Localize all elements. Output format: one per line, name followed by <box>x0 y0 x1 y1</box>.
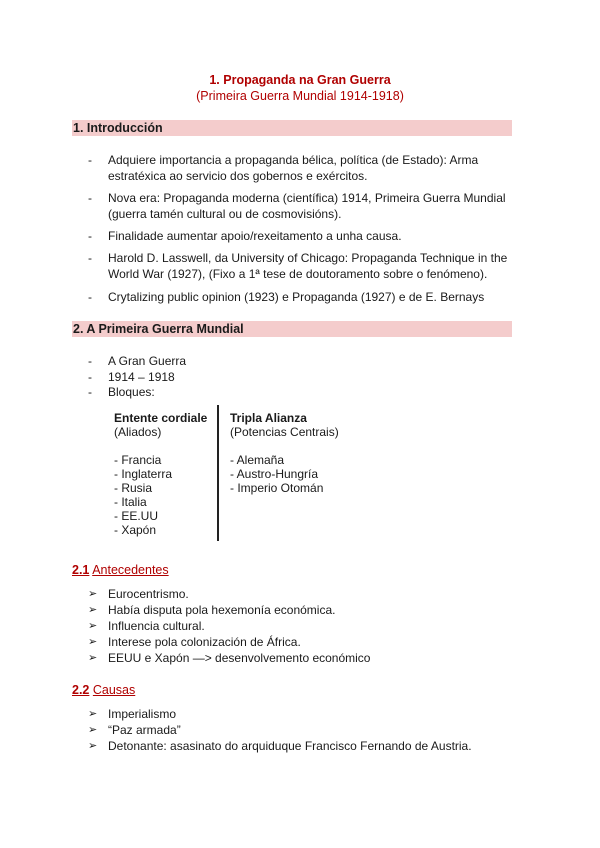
bloc-member: - Inglaterra <box>114 467 173 481</box>
bloc-member: - EE.UU <box>114 509 159 523</box>
document-title: 1. Propaganda na Gran Guerra <box>209 73 391 87</box>
list-item-text: Bloques: <box>108 385 155 399</box>
list-item-text: A Gran Guerra <box>108 354 187 368</box>
bloc-member: - Italia <box>114 495 147 509</box>
dash-bullet: - <box>88 354 92 368</box>
dash-bullet: - <box>88 290 92 304</box>
arrow-bullet-icon: ➢ <box>88 652 98 664</box>
arrow-bullet-icon: ➢ <box>88 740 98 752</box>
list-item-text: Influencia cultural. <box>108 619 205 633</box>
document-subtitle: (Primeira Guerra Mundial 1914-1918) <box>196 89 404 103</box>
subsection-heading-antecedentes <box>72 563 169 577</box>
arrow-bullet-icon: ➢ <box>88 708 98 720</box>
list-item-text: Había disputa pola hexemonía económica. <box>108 603 336 617</box>
bloc-divider <box>217 405 219 541</box>
bloc-alias: (Potencias Centrais) <box>230 425 339 439</box>
bloc-member: - Francia <box>114 453 162 467</box>
list-item-text: World War (1927), (Fixo a 1ª tese de doutoramento sobre o fenómeno). <box>108 266 488 281</box>
list-item-text: Finalidade aumentar apoio/rexeitamento a unha causa. <box>108 229 402 243</box>
dash-bullet: - <box>88 153 92 167</box>
list-item-text: Nova era: Propaganda moderna (científica) 1914, Primeira Guerra Mundial <box>108 191 506 205</box>
section-heading-introduccion: 1. Introducción <box>72 120 512 136</box>
bloc-member: - Xapón <box>114 523 157 537</box>
list-item-text: Interese pola colonización de África. <box>108 635 301 649</box>
arrow-bullet-icon: ➢ <box>88 620 98 632</box>
list-item-text: (guerra tamén cultural ou de cosmovisións). <box>108 206 342 221</box>
list-item-text: Crytalizing public opinion (1923) e Propaganda (1927) e de E. Bernays <box>108 290 485 304</box>
bloc-name: Entente cordiale <box>114 411 208 425</box>
bloc-member: - Rusia <box>114 481 153 495</box>
dash-bullet: - <box>88 370 92 384</box>
subsection-label: Antecedentes <box>92 563 169 577</box>
subsection-heading-causas <box>72 683 135 697</box>
bloc-member: - Alemaña <box>230 453 285 467</box>
list-item-text: estratéxica ao servicio dos gobernos e exércitos. <box>108 168 368 183</box>
arrow-bullet-icon: ➢ <box>88 588 98 600</box>
bloc-member: - Imperio Otomán <box>230 481 324 495</box>
subsection-label: Causas <box>92 683 136 697</box>
list-item-text: Adquiere importancia a propaganda bélica, política (de Estado): Arma <box>108 153 479 167</box>
list-item-text: 1914 – 1918 <box>108 370 175 384</box>
bloc-tripla-alianza <box>230 411 339 495</box>
subsection-number: 2.1 <box>72 563 90 577</box>
dash-bullet: - <box>88 385 92 399</box>
arrow-bullet-icon: ➢ <box>88 636 98 648</box>
dash-bullet: - <box>88 251 92 265</box>
list-item-text: Detonante: asasinato do arquiduque Francisco Fernando de Austria. <box>108 739 472 753</box>
arrow-bullet-icon: ➢ <box>88 724 98 736</box>
list-item-text: Imperialismo <box>108 707 177 721</box>
dash-bullet: - <box>88 229 92 243</box>
subsection-number: 2.2 <box>72 683 90 697</box>
list-item-text: EEUU e Xapón —> desenvolvemento económico <box>108 651 371 665</box>
bloc-name: Tripla Alianza <box>230 411 307 425</box>
list-item-text: “Paz armada” <box>108 723 181 737</box>
arrow-bullet-icon: ➢ <box>88 604 98 616</box>
section-heading-primeira-guerra: 2. A Primeira Guerra Mundial <box>72 321 512 337</box>
dash-bullet: - <box>88 191 92 205</box>
list-item-text: Harold D. Lasswell, da University of Chicago: Propaganda Technique in the <box>108 251 508 265</box>
bloc-member: - Austro-Hungría <box>230 467 319 481</box>
bloc-entente <box>114 411 207 537</box>
list-item-text: Eurocentrismo. <box>108 587 189 601</box>
bloc-alias: (Aliados) <box>114 425 162 439</box>
